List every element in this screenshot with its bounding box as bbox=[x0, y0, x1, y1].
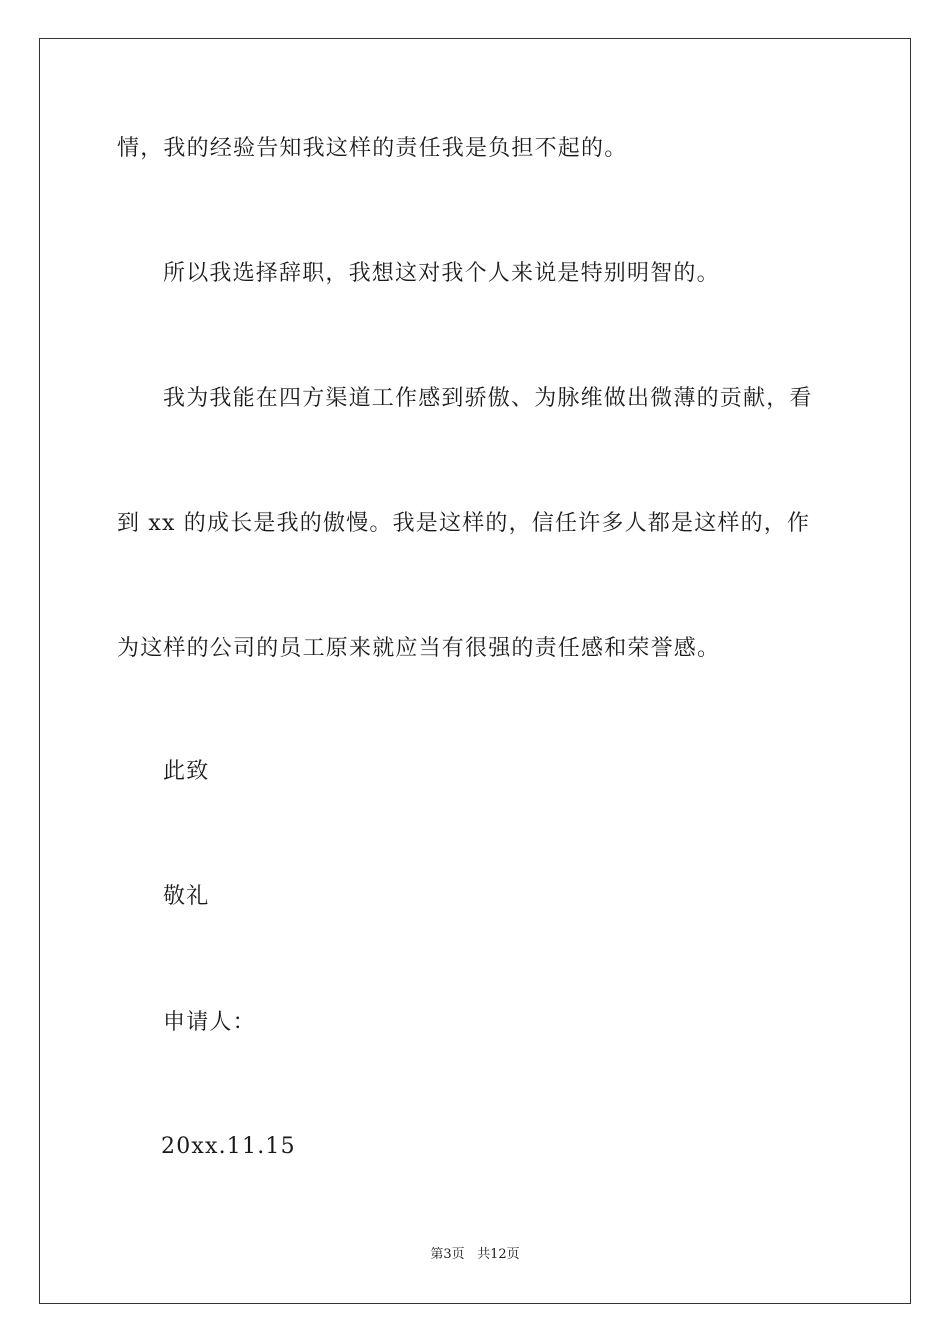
paragraph-line-3: 我为我能在四方渠道工作感到骄傲、为脉维做出微薄的贡献，看 bbox=[163, 386, 813, 411]
page-total: 共12页 bbox=[477, 1247, 520, 1262]
page-footer bbox=[0, 1246, 950, 1264]
paragraph-line-4: 到 xx 的成长是我的傲慢。我是这样的，信任许多人都是这样的，作 bbox=[117, 511, 811, 536]
paragraph-line-2: 所以我选择辞职，我想这对我个人来说是特别明智的。 bbox=[163, 261, 720, 286]
applicant-label: 申请人： bbox=[163, 1010, 256, 1035]
closing-salutation-1: 此致 bbox=[163, 759, 210, 784]
page-number: 第3页 bbox=[430, 1247, 465, 1262]
closing-salutation-2: 敬礼 bbox=[163, 884, 210, 909]
page-frame bbox=[39, 38, 911, 1304]
paragraph-line-5: 为这样的公司的员工原来就应当有很强的责任感和荣誉感。 bbox=[117, 636, 721, 661]
paragraph-line-1: 情，我的经验告知我这样的责任我是负担不起的。 bbox=[117, 136, 628, 161]
signature-date: 20xx.11.15 bbox=[161, 1134, 296, 1159]
